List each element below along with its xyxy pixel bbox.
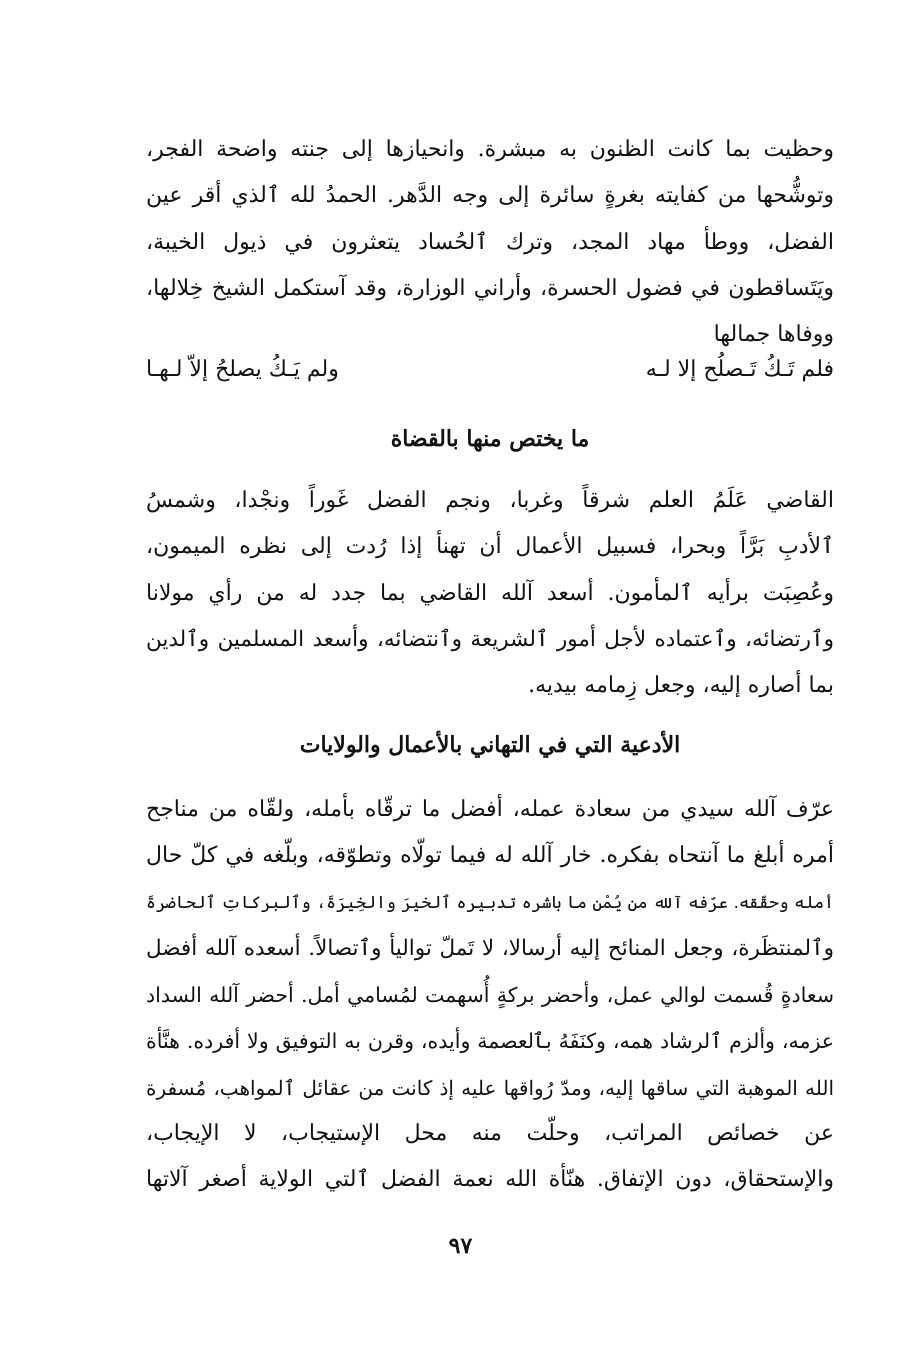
- text-line: ويَتَساقطون في فضول الحسرة، وأراني الوزارة، وقد آستكمل الشيخ خِلالها،: [146, 275, 834, 301]
- text-line: بما أصاره إليه، وجعل زِمامه بيديه.: [528, 673, 834, 699]
- text-line: عن خصائص المراتب، وحلّت منه محل الإستيجاب، لا الإيجاب،: [146, 1121, 834, 1147]
- verse-first-hemistich: فلم تَـكُ تَـصلُح إلا لـه: [645, 357, 834, 382]
- text-line: وحظيت بما كانت الظنون به مبشرة. وانحيازها إلى جنته واضحة الفجر،: [146, 137, 834, 162]
- poetry-verse: [146, 357, 834, 397]
- section-heading-judges: ما يختص منها بالقضاة: [390, 426, 590, 452]
- text-line: ووفاها جمالها: [713, 322, 834, 348]
- text-line: أمله وحقّقه. عرّفه آلله من يُمْن ما باشره تدبيره ٱلخيرَ والخِيرَةَ، وٱلبركاتِ ٱلحاضرةَ: [146, 892, 834, 913]
- text-line: ٱلأدبِ بَرَّاً وبحرا، فسبيل الأعمال أن تهنأ إذا رُدت إلى نظره الميمون،: [146, 534, 834, 560]
- page-number: ٩٧: [448, 1233, 473, 1259]
- text-line: وتوشُّحها من كفايته بغرةٍ سائرة إلى وجه الدَّهر. الحمدُ لله ٱلذي أقر عين: [146, 183, 834, 209]
- section-heading-congratulations: الأدعية التي في التهاني بالأعمال والولايات: [299, 732, 681, 758]
- text-line: وعُصِبَت برأيه ٱلمأمون. أسعد آلله القاضي بما جدد له من رأي مولانا: [146, 580, 834, 606]
- paragraph-2: [146, 478, 834, 709]
- text-line: وٱلمنتظَرة، وجعل المنائح إليه أرسالا، لا تَملّ تواليأ وٱتصالاً. أسعده آلله أفضل: [146, 935, 834, 961]
- paragraph-3: [146, 787, 834, 1204]
- text-line: عزمه، وألزم ٱلرشاد همه، وكنَفَهُ بٱلعصمة وأيده، وقرن به التوفيق ولا أفرده. هنَّأة: [146, 1029, 834, 1054]
- text-line: أمره أبلغ ما آنتحاه بفكره. خار آلله له فيما تولّاه وتطوّقه، وبلّغه في كلّ حال: [146, 843, 834, 869]
- text-line: عرّف آلله سيدي من سعادة عمله، أفضل ما ترقّاه بأمله، ولقّاه من مناجح: [146, 797, 834, 822]
- text-line: سعادةٍ قُسمت لوالي عمل، وأحضر بركةٍ أُسهمت لمُسامي أمل. أحضر آلله السداد: [146, 983, 834, 1008]
- text-line: القاضي عَلَمُ العلم شرقاً وغربا، ونجم الفضل غَوراً ونجْدا، وشمسُ: [146, 488, 834, 513]
- text-line: وٱرتضائه، وٱعتماده لأجل أمور ٱلشريعة وٱنتضائه، وأسعد المسلمين وٱلدين: [146, 626, 834, 652]
- paragraph-1: [146, 127, 834, 358]
- text-line: والإستحقاق، دون الإتفاق. هنّأة الله نعمة الفضل ٱلتي الولاية أصغر آلاتها: [146, 1167, 834, 1193]
- text-line: الله الموهبة التي ساقها إليه، ومدّ رُواقها عليه إذ كانت من عقائل ٱلمواهب، مُسفرة: [146, 1075, 834, 1100]
- text-line: الفضل، ووطأ مهاد المجد، وترك ٱلحُساد يتعثرون في ذيول الخيبة،: [146, 229, 834, 255]
- verse-second-hemistich: ولم يَـكُ يصلحُ إلاّ لـهـا: [146, 357, 339, 382]
